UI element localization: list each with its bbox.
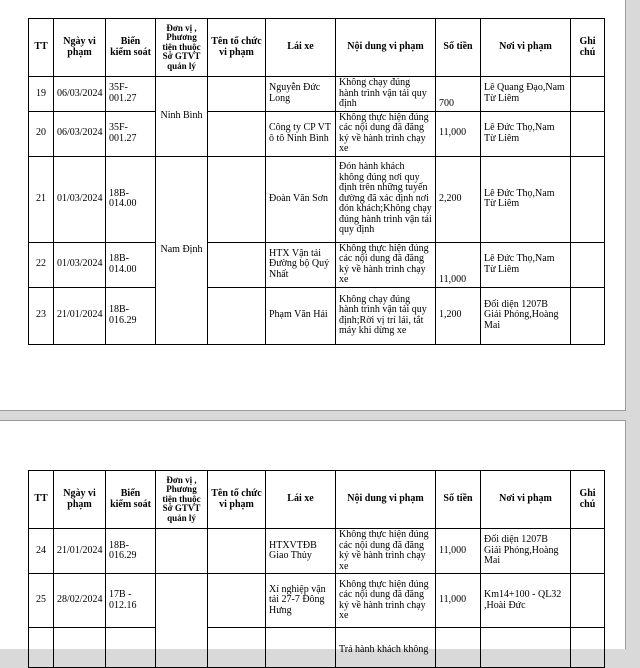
cell-org [208, 287, 266, 344]
cell-unit [156, 529, 208, 574]
cell-org [208, 77, 266, 112]
cell-place [481, 628, 571, 668]
cell-plate: 18B-014.00 [106, 242, 156, 287]
cell-content: Đón hành khách không đúng nơi quy định trên những tuyến đường đã xác định nơi đón khách;Không chạy đúng hành trình vận tải quy định [336, 156, 436, 242]
cell-amount: 11,000 [436, 111, 481, 156]
cell-tt: 22 [29, 242, 54, 287]
cell-tt: 21 [29, 156, 54, 242]
cell-tt: 19 [29, 77, 54, 112]
violations-table-page-1 [28, 18, 605, 345]
header-content: Nội dung vi phạm [336, 471, 436, 529]
cell-amount: 11,000 [436, 529, 481, 574]
cell-plate: 18B-016.29 [106, 529, 156, 574]
header-date: Ngày vi phạm [54, 19, 106, 77]
table-row [29, 287, 605, 344]
cell-org [208, 242, 266, 287]
cell-driver: Đoàn Văn Sơn [266, 156, 336, 242]
cell-place: Đối diện 1207B Giải Phóng,Hoàng Mai [481, 529, 571, 574]
header-row [29, 19, 605, 77]
cell-plate: 18B-016.29 [106, 287, 156, 344]
cell-date: 21/01/2024 [54, 287, 106, 344]
header-org: Tên tổ chức vi phạm [208, 471, 266, 529]
table-row [29, 529, 605, 574]
cell-driver: HTXVTĐB Giao Thủy [266, 529, 336, 574]
cell-tt: 20 [29, 111, 54, 156]
cell-date: 28/02/2024 [54, 574, 106, 628]
cell-driver: Phạm Văn Hải [266, 287, 336, 344]
cell-org [208, 628, 266, 668]
cell-amount: 11,000 [436, 574, 481, 628]
cell-driver: Xí nghiệp vận tải 27-7 Đông Hưng [266, 574, 336, 628]
header-tt: TT [29, 471, 54, 529]
table-row [29, 156, 605, 242]
table-row [29, 628, 605, 668]
cell-place: Lê Đức Thọ,Nam Từ Liêm [481, 156, 571, 242]
cell-date: 01/03/2024 [54, 242, 106, 287]
header-amount: Số tiền [436, 19, 481, 77]
header-note: Ghi chú [571, 471, 605, 529]
cell-unit: Ninh Bình [156, 77, 208, 157]
cell-amount: 1,200 [436, 287, 481, 344]
cell-plate: 17B - 012.16 [106, 574, 156, 628]
header-plate: Biển kiểm soát [106, 471, 156, 529]
cell-tt: 24 [29, 529, 54, 574]
cell-amount [436, 628, 481, 668]
cell-note [571, 628, 605, 668]
header-amount: Số tiền [436, 471, 481, 529]
header-driver: Lái xe [266, 19, 336, 77]
header-place: Nơi vi phạm [481, 19, 571, 77]
cell-note [571, 529, 605, 574]
cell-driver: Công ty CP VT ô tô Ninh Bình [266, 111, 336, 156]
cell-org [208, 529, 266, 574]
cell-driver: Nguyễn Đức Long [266, 77, 336, 112]
cell-content: Không thực hiện đúng các nội dung đã đăng ký về hành trình chạy xe [336, 242, 436, 287]
table-row [29, 574, 605, 628]
cell-plate: 18B-014.00 [106, 156, 156, 242]
cell-note [571, 77, 605, 112]
header-place: Nơi vi phạm [481, 471, 571, 529]
cell-note [571, 156, 605, 242]
header-tt: TT [29, 19, 54, 77]
cell-org [208, 574, 266, 628]
cell-place: Km14+100 - QL32 ,Hoài Đức [481, 574, 571, 628]
cell-driver: HTX Vận tải Đường bộ Quý Nhất [266, 242, 336, 287]
cell-content: Không thực hiện đúng các nội dung đã đăng ký về hành trình chạy xe [336, 574, 436, 628]
cell-content: Không thực hiện đúng các nội dung đã đăng ký về hành trình chạy xe [336, 529, 436, 574]
cell-amount: 700 [436, 77, 481, 112]
cell-unit: Nam Định [156, 156, 208, 344]
header-unit: Đơn vị , Phương tiện thuộc Sở GTVT quản lý [156, 471, 208, 529]
cell-date: 06/03/2024 [54, 111, 106, 156]
cell-org [208, 156, 266, 242]
cell-plate: 35F-001.27 [106, 111, 156, 156]
cell-unit [156, 574, 208, 668]
cell-tt: 25 [29, 574, 54, 628]
header-date: Ngày vi phạm [54, 471, 106, 529]
cell-note [571, 111, 605, 156]
cell-note [571, 242, 605, 287]
cell-place: Lê Quang Đạo,Nam Từ Liêm [481, 77, 571, 112]
header-driver: Lái xe [266, 471, 336, 529]
cell-date [54, 628, 106, 668]
cell-content: Không chạy đúng hành trình vận tải quy định;Rời vị trí lái, tắt máy khi dừng xe [336, 287, 436, 344]
header-org: Tên tổ chức vi phạm [208, 19, 266, 77]
cell-driver [266, 628, 336, 668]
table-row [29, 77, 605, 112]
cell-amount: 11,000 [436, 242, 481, 287]
cell-place: Đối diện 1207B Giải Phóng,Hoàng Mai [481, 287, 571, 344]
cell-date: 21/01/2024 [54, 529, 106, 574]
header-content: Nội dung vi phạm [336, 19, 436, 77]
cell-content: Không thực hiện đúng các nội dung đã đăng ký về hành trình chạy xe [336, 111, 436, 156]
cell-note [571, 287, 605, 344]
cell-amount: 2,200 [436, 156, 481, 242]
document-page-2 [0, 420, 626, 655]
cell-date: 01/03/2024 [54, 156, 106, 242]
cell-plate [106, 628, 156, 668]
header-note: Ghi chú [571, 19, 605, 77]
cell-place: Lê Đức Thọ,Nam Từ Liêm [481, 111, 571, 156]
cell-content: Không chạy đúng hành trình vận tải quy định [336, 77, 436, 112]
cell-place: Lê Đức Thọ,Nam Từ Liêm [481, 242, 571, 287]
violations-table-page-2 [28, 470, 605, 668]
cell-plate: 35F-001.27 [106, 77, 156, 112]
cell-tt: 23 [29, 287, 54, 344]
header-plate: Biển kiểm soát [106, 19, 156, 77]
cell-note [571, 574, 605, 628]
header-unit: Đơn vị , Phương tiện thuộc Sở GTVT quản lý [156, 19, 208, 77]
cell-tt [29, 628, 54, 668]
cell-org [208, 111, 266, 156]
table-row [29, 242, 605, 287]
cell-date: 06/03/2024 [54, 77, 106, 112]
cell-content: Trả hành khách không [336, 628, 436, 668]
header-row [29, 471, 605, 529]
table-row [29, 111, 605, 156]
